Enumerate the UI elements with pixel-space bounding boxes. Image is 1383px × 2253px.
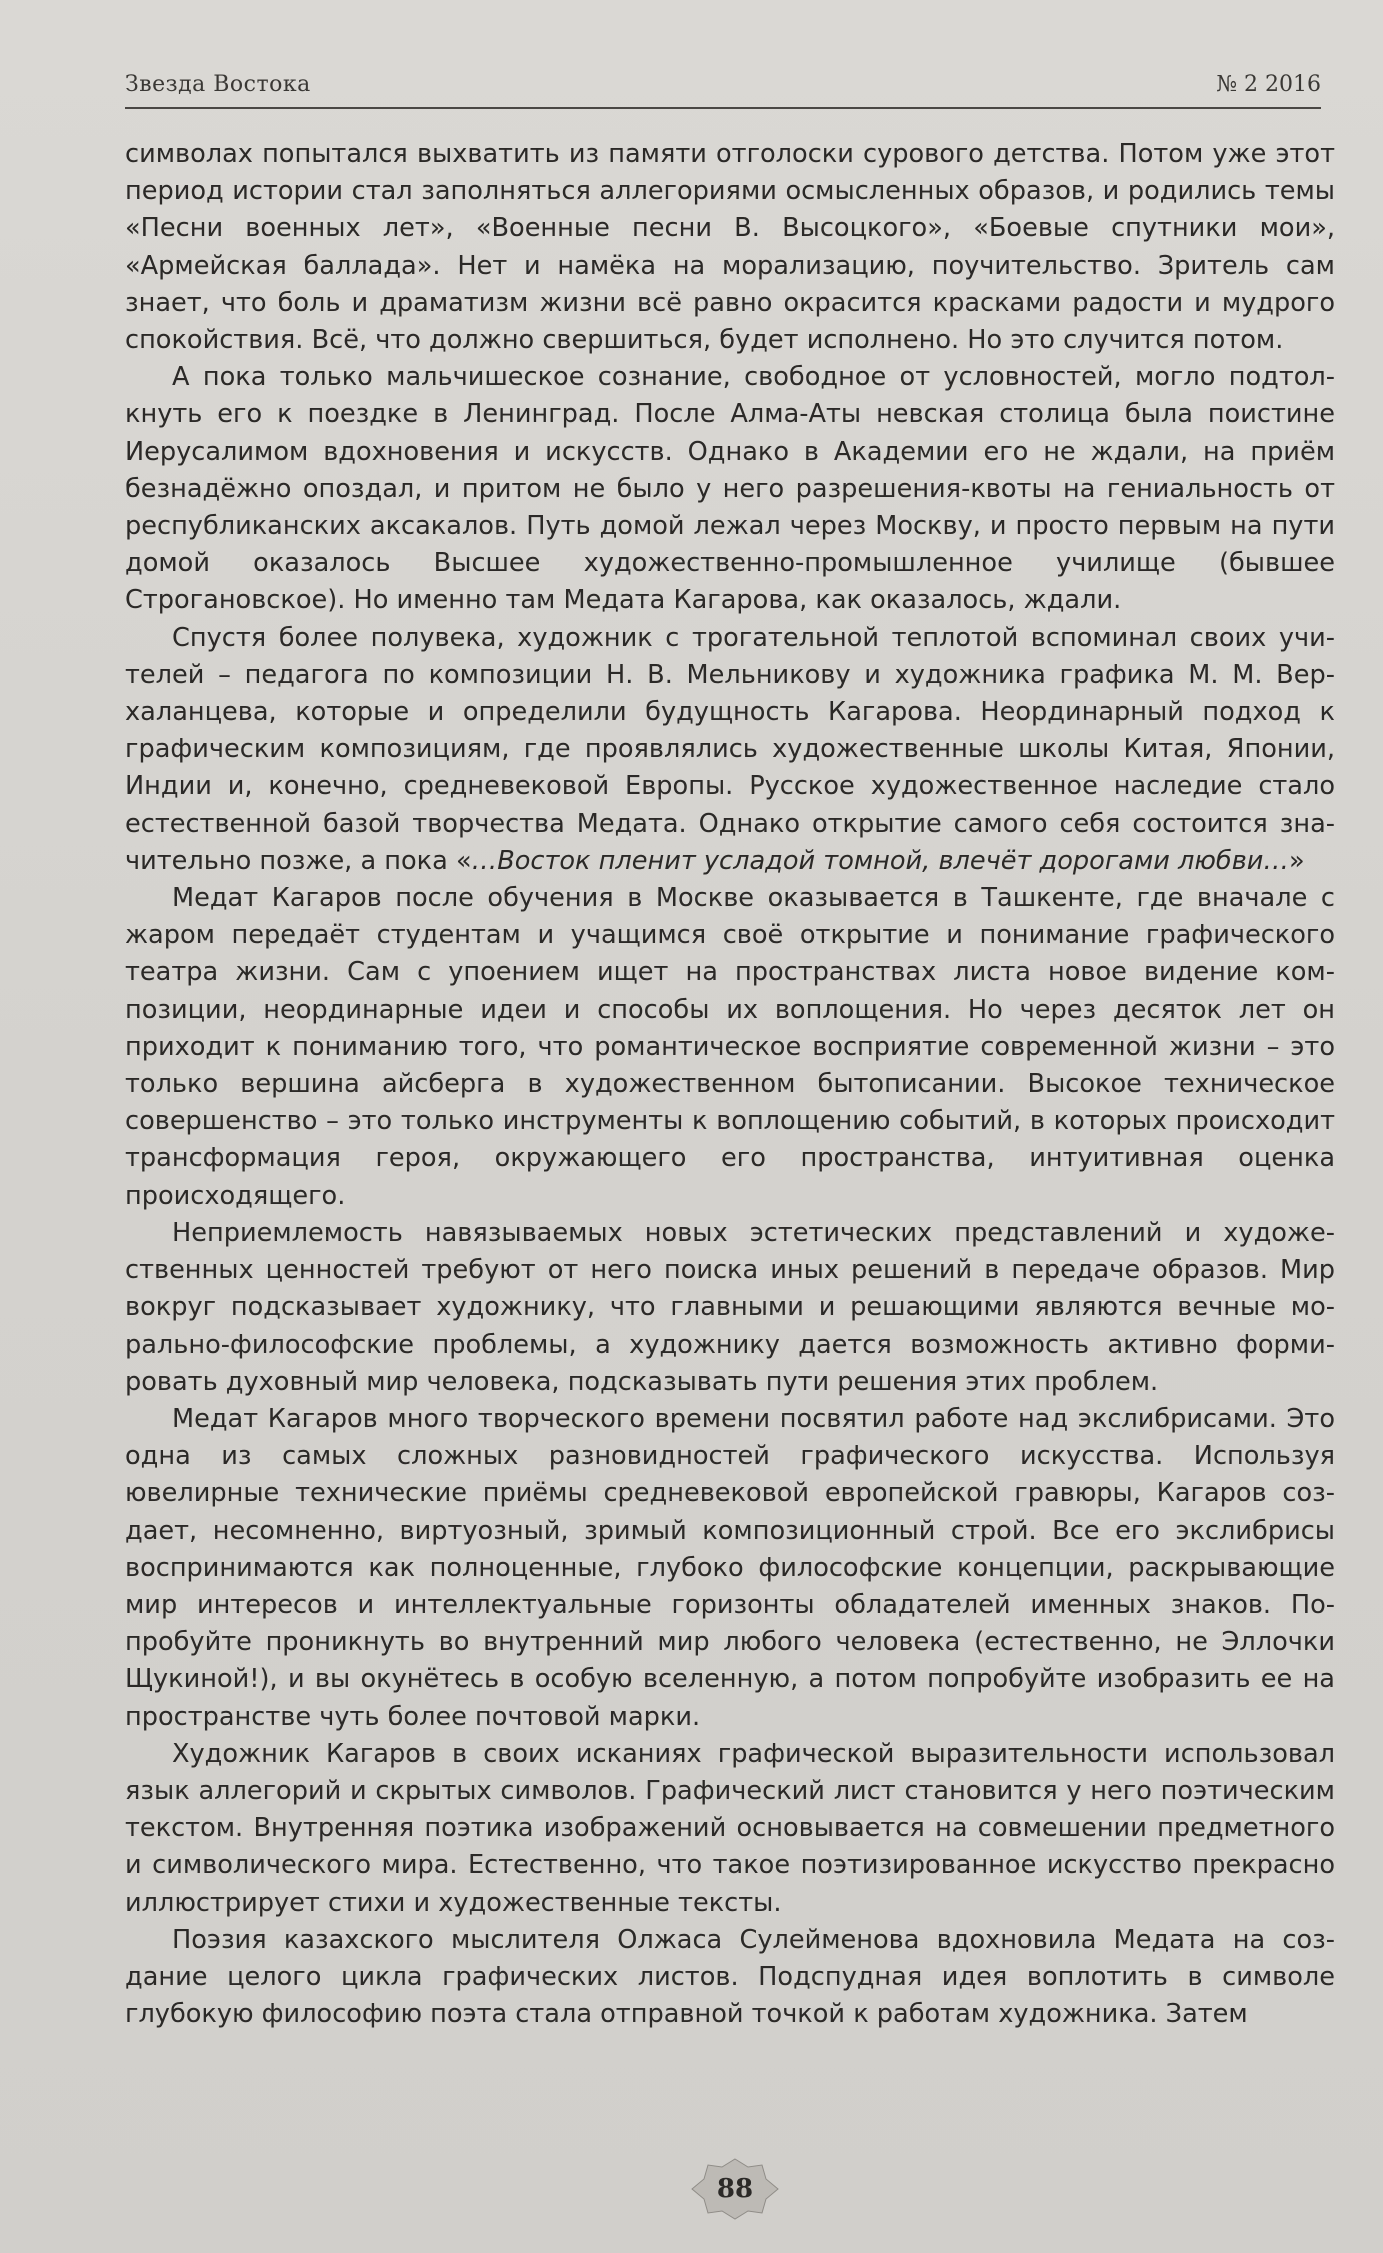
journal-title: Звезда Востока (125, 72, 311, 97)
running-header (125, 68, 1321, 108)
poem-quote: …Восток пленит усладой томной, влечёт дорогами любви… (471, 845, 1290, 876)
paragraph-6: Медат Кагаров много творческого времени посвятил работе над экслибрисами. Это одна из самых сложных разновидностей графического искусства. Используя ювелирные технические приёмы средневековой европейской гравюры, Кагаров создает, несомненно, виртуозный, зримый композиционный строй. Все его экслибрисы воспринимаются как полноценные, глубоко философские концепции, раскрывающие мир интересов и интеллектуальные горизонты обладателей именных знаков. Попробуйте проникнуть во внутренний мир любого человека (естественно, не Эллочки Щукиной!), и вы окунётесь в особую вселенную, а потом попробуйте изобразить ее на пространстве чуть более почтовой марки. (125, 1403, 1335, 1732)
quote-close: » (1289, 845, 1305, 876)
paragraph-2: А пока только мальчишеское сознание, свободное от условностей, могло подтолкнуть его к поездке в Ленинград. После Алма-Аты невская столица была поистине Иерусалимом вдохновения и искусств. Однако в Академии его не ждали, на приём безнадёжно опоздал, и притом не было у него разрешения-квоты на гениальность от республиканских аксакалов. Путь домой лежал через Москву, и просто первым на пути домой оказалось Высшее художественно-промышленное училище (бывшее Строгановское). Но именно там Медата Кагарова, как оказалось, ждали. (125, 362, 1335, 616)
issue-number: № 2 2016 (1216, 72, 1321, 97)
paragraph-1: символах попытался выхватить из памяти отголоски сурового детства. Потом уже этот период истории стал заполняться аллегориями осмысленных образов, и родились темы «Песни военных лет», «Военные песни В. Высоцкого», «Боевые спутники мои», «Армейская баллада». Нет и намёка на морализацию, поучительство. Зритель сам знает, что боль и драматизм жизни всё равно окрасится красками радости и мудрого спокойствия. Всё, что должно свершиться, будет исполнено. Но это случится потом. (125, 139, 1335, 356)
paragraph-7: Художник Кагаров в своих исканиях графической выразительности использовал язык аллегорий и скрытых символов. Графический лист становится у него поэтическим текстом. Внутренняя поэтика изображений основывается на совмешении предметного и символического мира. Естественно, что такое поэтизированное искусство прекрасно иллюстрирует стихи и художественные тексты. (125, 1738, 1335, 1918)
paragraph-4: Медат Кагаров после обучения в Москве оказывается в Ташкенте, где вначале с жаром передаёт студентам и учащимся своё открытие и понимание графического театра жизни. Сам с упоением ищет на пространствах листа новое видение композиции, неординарные идеи и способы их воплощения. Но через десяток лет он приходит к пониманию того, что романтическое восприятие современной жизни – это только вершина айсберга в художественном бытописании. Высокое техническое совершенство – это только инструменты к воплощению событий, в которых происходит трансформация героя, окружающего его пространства, интуитивная оценка происходящего. (125, 883, 1335, 1211)
paragraph-3-text: Спустя более полувека, художник с трогательной теплотой вспоминал своих учителей – педагога по композиции Н. В. Мельникову и художника графика М. М. Верхаланцева, которые и определили будущность Кагарова. Неординарный подход к графическим композициям, где проявлялись художественные школы Китая, Японии, Индии и, конечно, средневековой Европы. Русское художественное наследие стало естественной базой творчества Медата. Однако открытие самого себя состоится значительно позже, а пока « (125, 622, 1335, 876)
paragraph-8: Поэзия казахского мыслителя Олжаса Сулейменова вдохновила Медата на создание целого цикла графических листов. Подспудная идея воплотить в символе глубокую философию поэта стала отправной точкой к работам художника. Затем (125, 1924, 1335, 2030)
paragraph-3 (125, 620, 1335, 880)
page-number: 88 (716, 2174, 754, 2204)
page-number-badge (690, 2157, 780, 2221)
header-rule (125, 107, 1321, 109)
article-body (125, 136, 1335, 2033)
paragraph-5: Неприемлемость навязываемых новых эстетических представлений и художественных ценностей требуют от него поиска иных решений в передаче образов. Мир вокруг подсказывает художнику, что главными и решающими являются вечные морально-философские проблемы, а художнику дается возможность активно формировать духовный мир человека, подсказывать пути решения этих проблем. (125, 1217, 1335, 1397)
